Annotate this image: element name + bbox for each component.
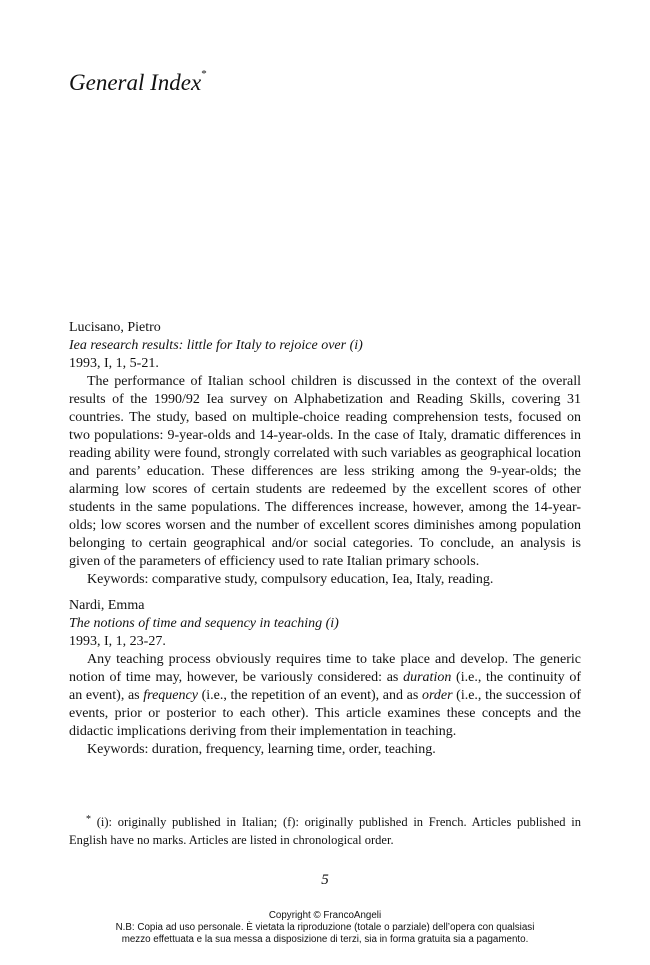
page-title: [69, 70, 207, 96]
abstract-term-order: order: [421, 688, 453, 703]
copyright-notice: [0, 910, 650, 946]
abstract-text: Any teaching process obviously requires time to take place and develop. The generic notion of time may, however, be variously considered: as: [69, 652, 581, 685]
index-entry-nardi: [69, 597, 581, 759]
copyright-disclaimer-line: N.B: Copia ad uso personale. È vietata la riproduzione (totale o parziale) dell’opera con qualsiasi: [115, 922, 535, 933]
entry-abstract: The performance of Italian school children is discussed in the context of the overall results of the 1990/92 Iea survey on Alphabetization and Reading Skills, covering 31 countries. The study, based on multiple-choice reading comprehension tests, focused on two populations: 9-year-olds and 14-year-olds. In the case of Italy, dramatic differences in reading ability were found, strongly correlated with such variables as geographical location and parents’ education. These differences are less striking among the 9-year-olds; the alarming low scores of certain students are redeemed by the excellent scores of other students in the same populations. The differences increase, however, among the 14-year-olds; low scores worsen and the number of excellent scores diminishes among population belonging to certain geographical and/or social categories. To conclude, an analysis is given of the parameters of efficiency used to rate Italian primary schools.: [69, 374, 581, 569]
copyright-disclaimer-line: mezzo effettuata e la sua messa a disposizione di terzi, sia in forma gratuita sia a pagamento.: [121, 934, 529, 945]
entry-keywords: Keywords: comparative study, compulsory education, Iea, Italy, reading.: [87, 572, 494, 587]
footnote-mark: *: [86, 814, 91, 825]
abstract-term-frequency: frequency: [143, 688, 198, 703]
abstract-text: (i.e., the succession of events, prior or posterior to each other). This article examines these concepts and the didactic implications deriving from their implementation in teaching.: [69, 688, 581, 739]
abstract-term-duration: duration: [403, 670, 452, 685]
entry-keywords: Keywords: duration, frequency, learning time, order, teaching.: [87, 742, 436, 757]
entry-author: Lucisano, Pietro: [69, 320, 161, 335]
page-title-text: General Index: [69, 70, 202, 95]
entry-author: Nardi, Emma: [69, 598, 145, 613]
entry-abstract: [69, 651, 581, 741]
entry-citation: 1993, I, 1, 5-21.: [69, 356, 159, 371]
entry-title: The notions of time and sequency in teaching (i): [69, 616, 339, 631]
abstract-text: (i.e., the continuity of an event), as: [69, 670, 582, 703]
page-number: 5: [321, 872, 329, 888]
entry-citation: 1993, I, 1, 23-27.: [69, 634, 166, 649]
index-entry-lucisano: [69, 319, 581, 589]
footnote-text: (i): originally published in Italian; (f): originally published in French. Articles published in English have no marks. Articles are listed in chronological order.: [69, 815, 581, 847]
entry-title: Iea research results: little for Italy to rejoice over (i): [69, 338, 363, 353]
footnote: [69, 814, 581, 849]
copyright-line: Copyright © FrancoAngeli: [268, 910, 382, 921]
abstract-text: (i.e., the repetition of an event), and as: [197, 688, 422, 703]
title-footnote-mark: *: [201, 68, 207, 81]
